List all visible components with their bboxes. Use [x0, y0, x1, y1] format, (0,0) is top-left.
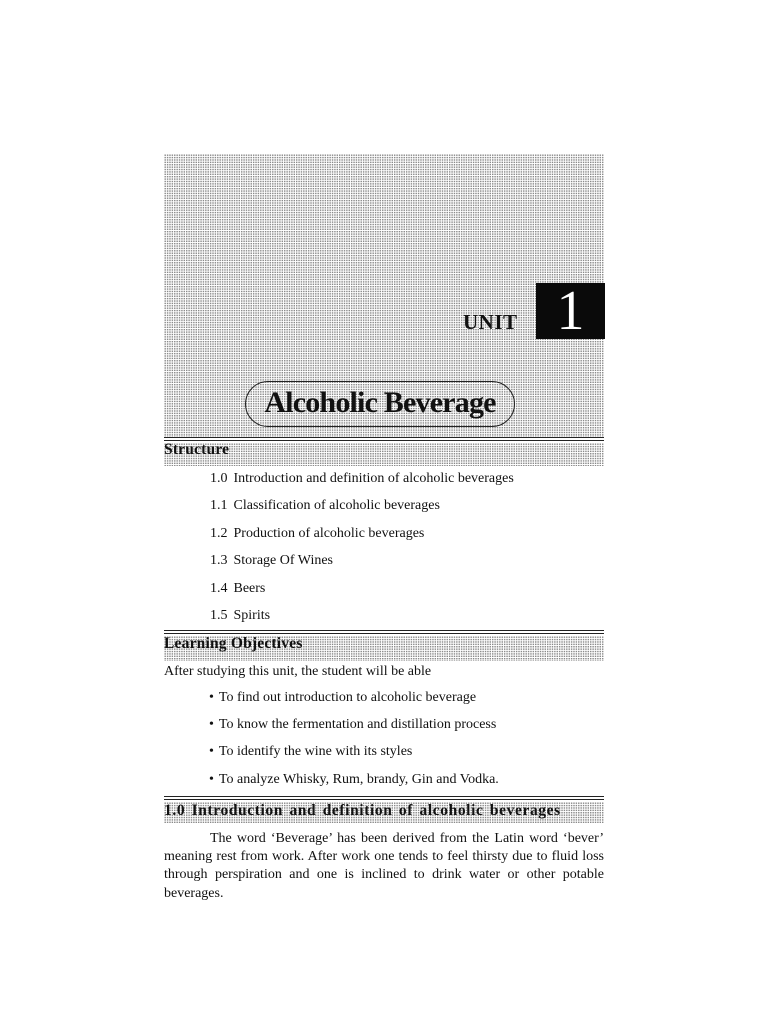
list-item: • To know the fermentation and distillation process: [209, 715, 499, 742]
page-title: Alcoholic Beverage: [264, 386, 496, 419]
list-item: 1.3 Storage Of Wines: [210, 553, 333, 569]
bullet-icon: •: [209, 771, 214, 787]
objectives-intro: After studying this unit, the student will be able: [164, 664, 432, 679]
structure-band: [164, 443, 604, 466]
bullet-icon: •: [209, 744, 214, 760]
list-item: 1.1 Classification of alcoholic beverages: [210, 498, 440, 514]
unit-label: UNIT: [463, 310, 518, 334]
bullet-icon: •: [209, 717, 214, 733]
structure-list: [210, 469, 514, 633]
objectives-heading: Learning Objectives: [164, 635, 303, 652]
structure-rule: [164, 437, 604, 441]
bullet-icon: •: [209, 690, 214, 705]
list-item: 1.0 Introduction and definition of alcoholic beverages: [210, 471, 514, 486]
list-item: • To find out introduction to alcoholic beverage: [209, 688, 499, 715]
list-item: • To identify the wine with its styles: [209, 742, 499, 769]
list-item: 1.4 Beers: [210, 580, 266, 596]
section-1-0-rule: [164, 796, 604, 800]
list-item: 1.2 Production of alcoholic beverages: [210, 525, 425, 541]
section-1-0-heading: 1.0 Introduction and definition of alcoholic beverages: [164, 802, 561, 819]
section-1-0-paragraph: The word ‘Beverage’ has been derived from the Latin word ‘bever’ meaning rest from work. After work one tends to feel thirsty due to fluid loss through perspiration and one is inclined to drink water or other potable beverages.: [164, 831, 604, 901]
list-item: • To analyze Whisky, Rum, brandy, Gin and Vodka.: [209, 770, 499, 797]
objectives-list: [209, 688, 499, 797]
structure-heading: Structure: [164, 441, 230, 458]
unit-number: 1: [536, 283, 605, 339]
list-item: 1.5 Spirits: [210, 607, 271, 623]
